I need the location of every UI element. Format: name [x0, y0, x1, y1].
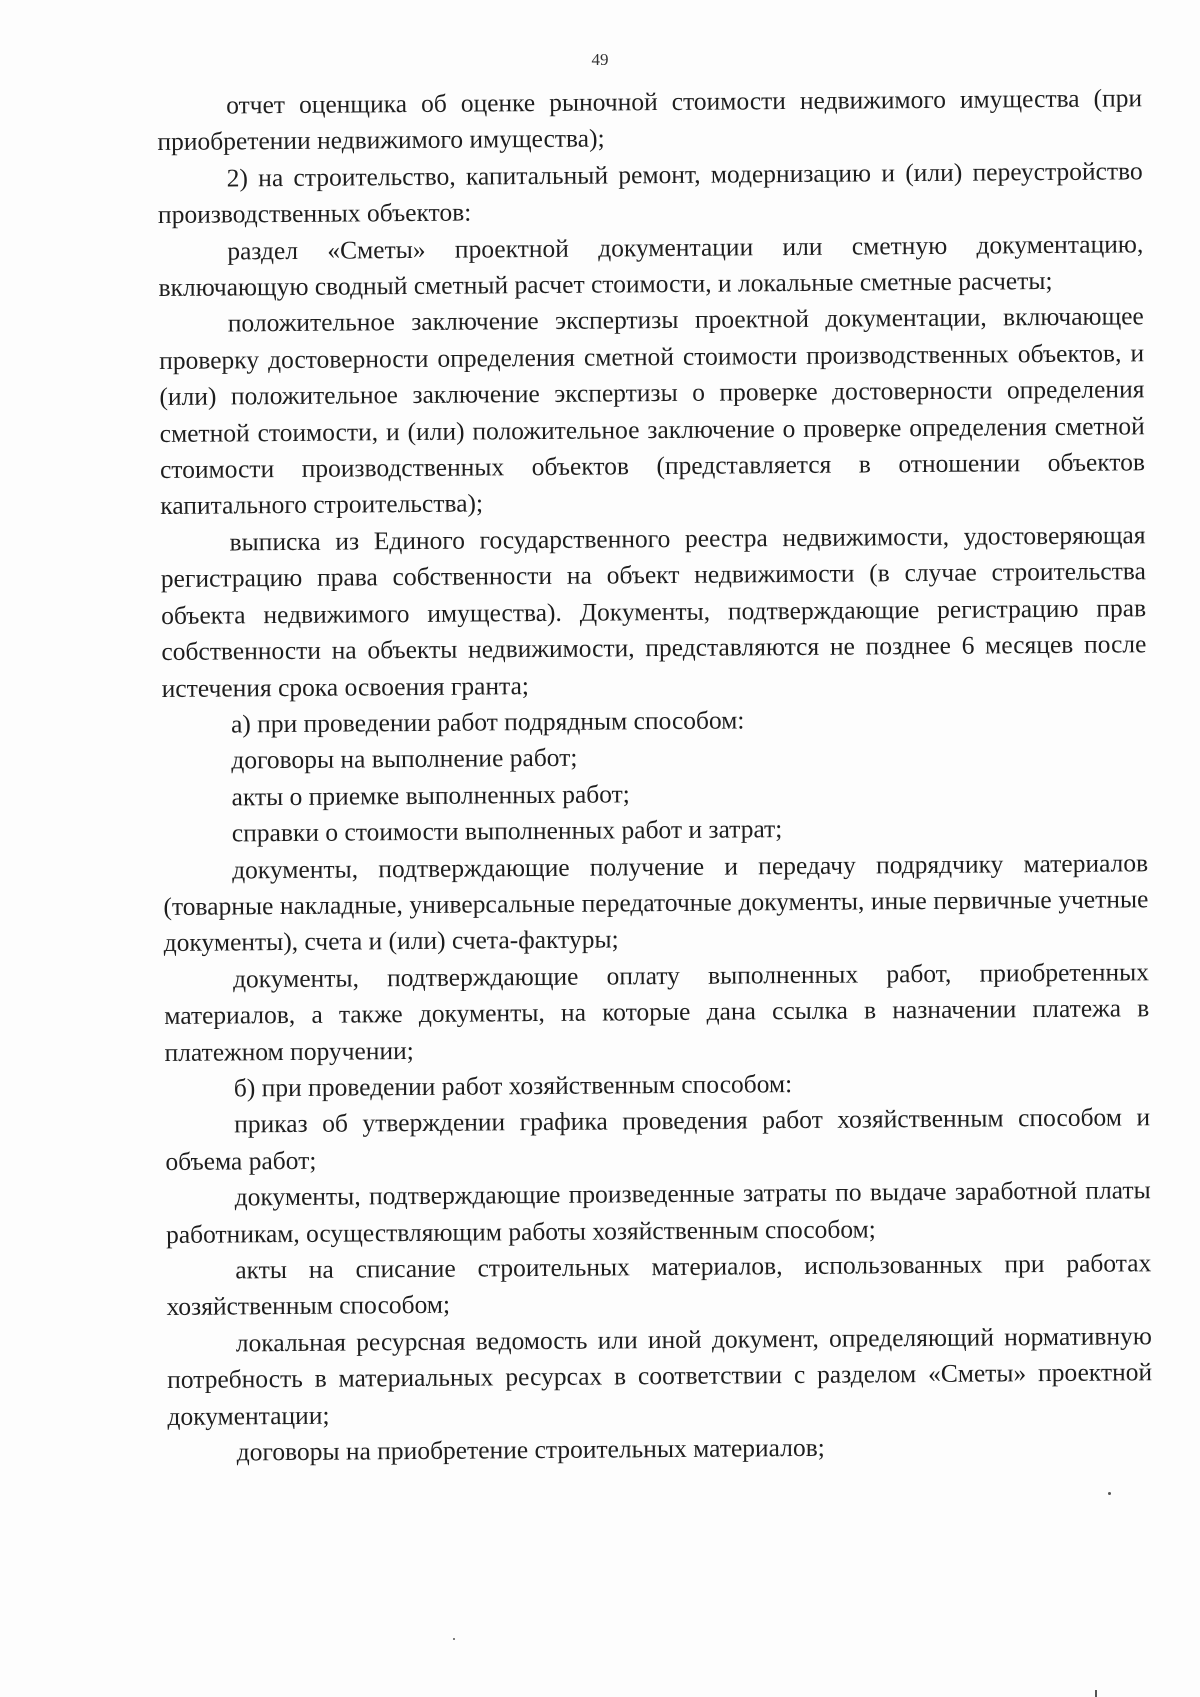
paragraph-write-off-acts: акты на списание строительных материалов, использованных при работах хозяйственным способом;	[166, 1248, 1152, 1322]
scan-speck	[1108, 1492, 1111, 1495]
paragraph-acceptance-acts: акты о приемке выполненных работ;	[231, 779, 630, 812]
paragraph-expert-conclusion: положительное заключение экспертизы проектной документации, включающее проверку достоверности определения сметной стоимости производственных объектов, и (или) положительное заключение экспертизы о проверке достоверности определения сметной стоимости, и (или) положительное заключение о проверке определения сметной стоимости производственных объектов (представляется в отношении объектов капитального строительства);	[159, 301, 1146, 521]
paragraph-contract-method-heading: а) при проведении работ подрядным способом:	[230, 705, 745, 739]
scan-speck	[1095, 1690, 1097, 1697]
scan-speck	[453, 1638, 455, 1640]
paragraph-in-house-method-heading: б) при проведении работ хозяйственным способом:	[233, 1069, 793, 1103]
page-number: 49	[591, 50, 609, 69]
paragraph-appraisal-report: отчет оценщика об оценке рыночной стоимости недвижимого имущества (при приобретении недвижимого имущества);	[157, 83, 1143, 157]
paragraph-cost-certificates: справки о стоимости выполненных работ и затрат;	[231, 814, 783, 848]
paragraph-schedule-order: приказ об утверждении графика проведения работ хозяйственным способом и объема работ;	[165, 1102, 1151, 1176]
paragraph-construction-heading: 2) на строительство, капитальный ремонт, модернизацию и (или) переустройство производственных объектов:	[157, 156, 1143, 230]
paragraph-registry-extract: выписка из Единого государственного реестра недвижимости, удостоверяющая регистрацию права собственности на объект недвижимости (в случае строительства объекта недвижимого имущества). Документы, подтверждающие регистрацию прав собственности на объекты недвижимости, представляются не позднее 6 месяцев после истечения срока освоения гранта;	[160, 520, 1147, 703]
document-body	[157, 80, 1153, 1471]
paragraph-work-contracts: договоры на выполнение работ;	[231, 743, 578, 775]
paragraph-wage-documents: документы, подтверждающие произведенные затраты по выдаче заработной платы работникам, осуществляющим работы хозяйственным способом;	[165, 1175, 1151, 1249]
paragraph-payment-documents: документы, подтверждающие оплату выполненных работ, приобретенных материалов, а также документы, на которые дана ссылка в назначении платежа в платежном поручении;	[164, 956, 1150, 1067]
paragraph-estimates-section: раздел «Сметы» проектной документации или сметную документацию, включающую сводный сметный расчет стоимости, и локальные сметные расчеты;	[158, 228, 1144, 303]
paragraph-resource-statement: локальная ресурсная ведомость или иной документ, определяющий нормативную потребность в материальных ресурсах в соответствии с разделом «Сметы» проектной документации;	[167, 1321, 1153, 1431]
paragraph-materials-transfer: документы, подтверждающие получение и передачу подрядчику материалов (товарные накладные, универсальные передаточные документы, иные первичные учетные документы), счета и (или) счета-фактуры;	[163, 847, 1149, 958]
paragraph-materials-contracts: договоры на приобретение строительных материалов;	[236, 1432, 825, 1467]
